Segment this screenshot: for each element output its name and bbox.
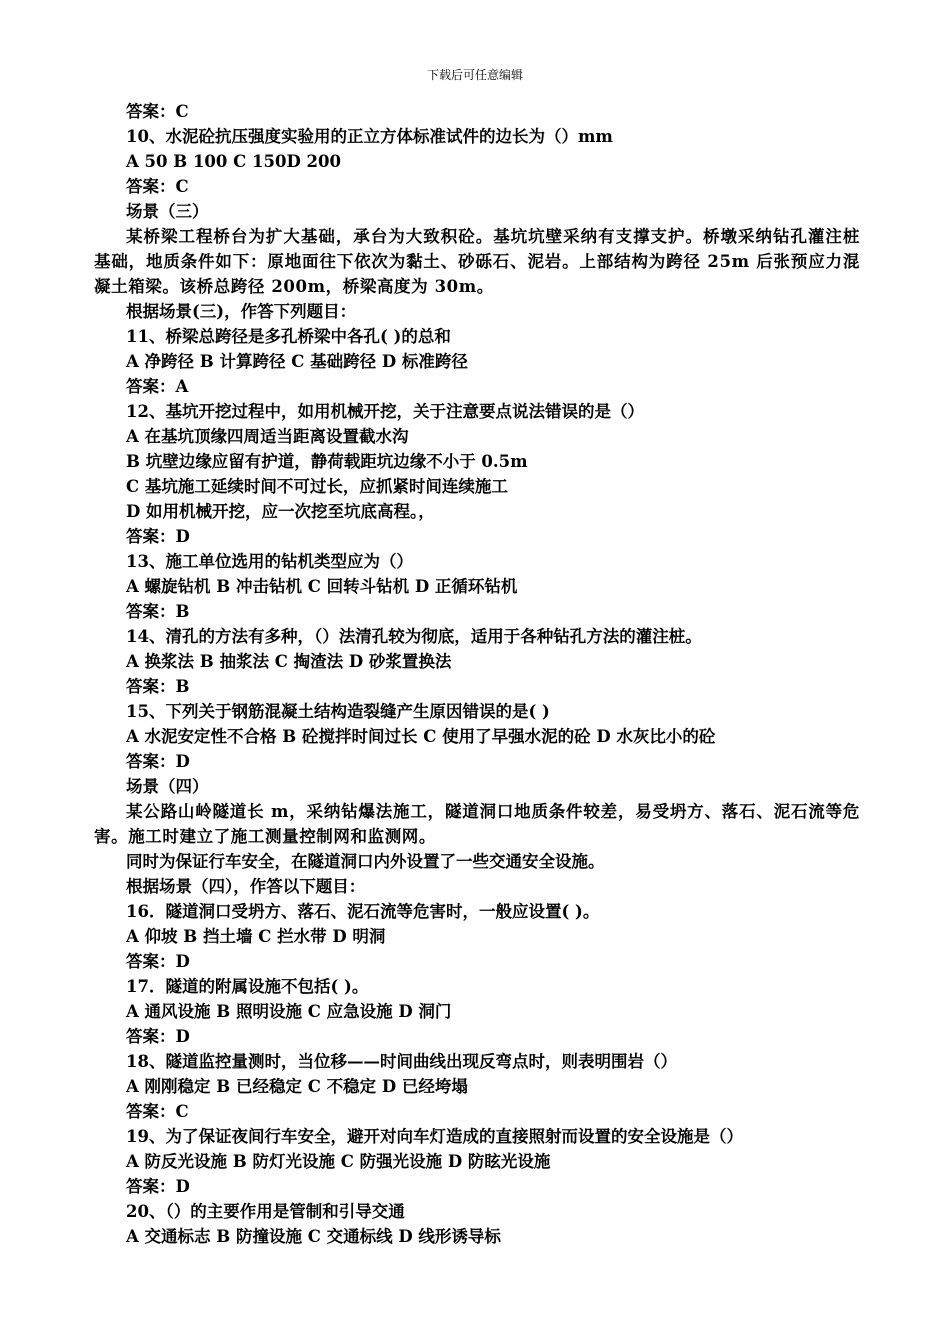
- text-line: B 坑壁边缘应留有护道，静荷载距坑边缘不小于 0.5m: [126, 452, 528, 471]
- text-line: A 水泥安定性不合格 B 砼搅拌时间过长 C 使用了早强水泥的砼 D 水灰比小的砼: [126, 727, 716, 746]
- text-line: 19、为了保证夜间行车安全，避开对向车灯造成的直接照射而设置的安全设施是（）: [126, 1127, 743, 1146]
- text-line: A 通风设施 B 照明设施 C 应急设施 D 洞门: [126, 1002, 452, 1021]
- text-line: A 交通标志 B 防撞设施 C 交通标线 D 线形诱导标: [126, 1227, 501, 1246]
- text-line: D 如用机械开挖，应一次挖至坑底高程。，: [126, 502, 435, 521]
- text-line: 15、下列关于钢筋混凝土结构造裂缝产生原因错误的是( ): [126, 702, 550, 721]
- text-line: C 基坑施工延续时间不可过长，应抓紧时间连续施工: [126, 477, 508, 496]
- text-line: 17．隧道的附属设施不包括( )。: [126, 977, 369, 996]
- text-line: 答案：B: [126, 677, 190, 696]
- text-line: 答案：A: [126, 377, 189, 396]
- text-line: A 换浆法 B 抽浆法 C 掏渣法 D 砂浆置换法: [126, 652, 452, 671]
- text-line: 16．隧道洞口受坍方、落石、泥石流等危害时，一般应设置( )。: [126, 902, 600, 921]
- text-line: 根据场景(三)，作答下列题目：: [126, 302, 357, 321]
- text-line: 答案：B: [126, 602, 190, 621]
- text-line: 20、（）的主要作用是管制和引导交通: [126, 1202, 405, 1221]
- text-line: 答案：D: [126, 952, 190, 971]
- text-line: 场景（四）: [126, 777, 209, 796]
- text-line: 答案：C: [126, 1102, 189, 1121]
- text-line: 答案：C: [126, 177, 189, 196]
- text-line: 11、桥梁总跨径是多孔桥梁中各孔( )的总和: [126, 327, 451, 346]
- text-line: 场景（三）: [126, 202, 209, 221]
- text-line: 10、水泥砼抗压强度实验用的正立方体标准试件的边长为（）mm: [126, 127, 613, 146]
- paragraph: 某桥梁工程桥台为扩大基础，承台为大致积砼。基坑坑壁采纳有支撑支护。桥墩采纳钻孔灌注桩基础，地质条件如下：原地面往下依次为黏土、砂砾石、泥岩。上部结构为跨径 25m 后张预应力混凝土箱梁。该桥总跨径 200m，桥梁高度为 30m。: [94, 227, 860, 296]
- text-line: A 净跨径 B 计算跨径 C 基础跨径 D 标准跨径: [126, 352, 468, 371]
- text-line: 答案：D: [126, 527, 190, 546]
- text-line: 答案：D: [126, 752, 190, 771]
- text-line: 18、隧道监控量测时，当位移——时间曲线出现反弯点时，则表明围岩（）: [126, 1052, 677, 1071]
- text-line: A 在基坑顶缘四周适当距离设置截水沟: [126, 427, 409, 446]
- text-line: 根据场景（四），作答以下题目：: [126, 877, 366, 896]
- text-line: 答案：C: [126, 102, 189, 121]
- text-line: 12、基坑开挖过程中，如用机械开挖，关于注意要点说法错误的是（）: [126, 402, 644, 421]
- text-line: A 防反光设施 B 防灯光设施 C 防强光设施 D 防眩光设施: [126, 1152, 551, 1171]
- text-line: 14、清孔的方法有多种，（）法清孔较为彻底，适用于各种钻孔方法的灌注桩。: [126, 627, 702, 646]
- text-line: 同时为保证行车安全，在隧道洞口内外设置了一些交通安全设施。: [126, 852, 605, 871]
- text-line: A 刚刚稳定 B 已经稳定 C 不稳定 D 已经垮塌: [126, 1077, 468, 1096]
- page-header: 下载后可任意编辑: [426, 68, 523, 82]
- text-line: A 50 B 100 C 150D 200: [126, 152, 341, 171]
- paragraph: 某公路山岭隧道长 m，采纳钻爆法施工，隧道洞口地质条件较差，易受坍方、落石、泥石流等危害。施工时建立了施工测量控制网和监测网。: [94, 802, 860, 846]
- text-line: 答案：D: [126, 1177, 190, 1196]
- text-line: 答案：D: [126, 1027, 190, 1046]
- text-line: A 螺旋钻机 B 冲击钻机 C 回转斗钻机 D 正循环钻机: [126, 577, 518, 596]
- document-body: [94, 99, 860, 1249]
- text-line: 13、施工单位选用的钻机类型应为（）: [126, 552, 413, 571]
- text-line: A 仰坡 B 挡土墙 C 拦水带 D 明洞: [126, 927, 386, 946]
